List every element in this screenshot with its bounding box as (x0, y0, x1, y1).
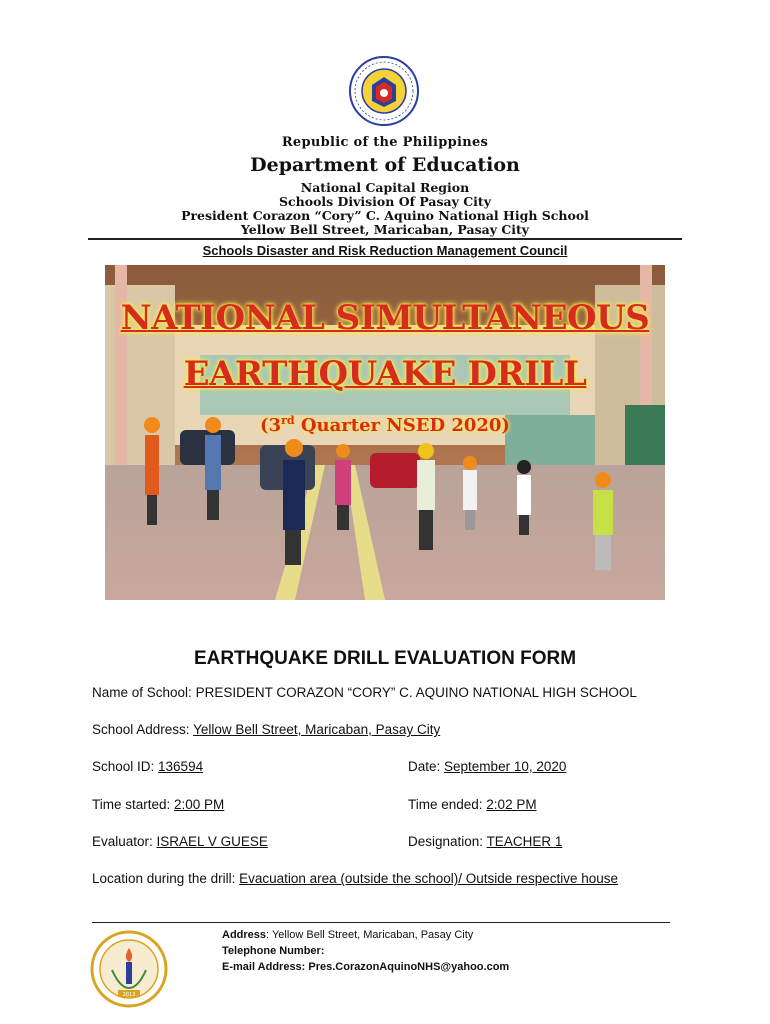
location-field (92, 871, 618, 886)
council-heading: Schools Disaster and Risk Reduction Management Council (202, 243, 568, 258)
subtitle-pre: (3 (260, 415, 282, 436)
subtitle-post: Quarter NSED 2020) (294, 415, 510, 436)
school-address-value: Yellow Bell Street, Maricaban, Pasay City (193, 722, 441, 737)
time-ended-value: 2:02 PM (486, 797, 537, 812)
deped-seal-logo (348, 55, 420, 127)
school-id-label: School ID: (92, 759, 159, 774)
time-ended-field (408, 797, 537, 812)
school-name-field (92, 685, 637, 700)
school-seal-logo (90, 930, 168, 1008)
date-field (408, 759, 566, 774)
region-line: National Capital Region (300, 180, 470, 195)
school-line: President Corazon “Cory” C. Aquino National High School (181, 208, 589, 223)
location-value: Evacuation area (outside the school)/ Outside respective house (239, 871, 619, 886)
footer-email (222, 961, 509, 973)
address-line: Yellow Bell Street, Maricaban, Pasay City (240, 222, 530, 237)
seal-year: 2013 (122, 992, 136, 998)
footer-telephone-label: Telephone Number: (222, 945, 325, 957)
banner-subtitle (105, 414, 665, 436)
date-label: Date: (408, 759, 445, 774)
designation-value: TEACHER 1 (486, 834, 563, 849)
time-ended-label: Time ended: (408, 797, 487, 812)
footer-address-label: Address (222, 929, 267, 941)
school-name-value: PRESIDENT CORAZON “CORY” C. AQUINO NATIONAL HIGH SCHOOL (195, 685, 637, 700)
school-id-value: 136594 (158, 759, 204, 774)
school-address-field (92, 722, 440, 737)
header-divider (88, 238, 682, 240)
location-label: Location during the drill: (92, 871, 240, 886)
footer-divider (92, 922, 670, 923)
division-line: Schools Division Of Pasay City (279, 194, 491, 209)
banner-title-line2: EARTHQUAKE DRILL (183, 354, 587, 394)
evaluator-value: ISRAEL V GUESE (156, 834, 268, 849)
time-started-value: 2:00 PM (174, 797, 225, 812)
footer-email-label: E-mail Address: Pres.CorazonAquinoNHS@yahoo.com (222, 961, 510, 973)
republic-heading: Republic of the Philippines (281, 135, 489, 150)
school-name-label: Name of School: (92, 685, 196, 700)
school-id-field (92, 759, 203, 774)
school-address-label: School Address: (92, 722, 194, 737)
subtitle-sup: rd (281, 414, 295, 427)
evaluator-field (92, 834, 268, 849)
footer-address (222, 929, 473, 941)
department-heading: Department of Education (250, 154, 520, 176)
footer-telephone (222, 945, 324, 957)
evaluator-label: Evaluator: (92, 834, 157, 849)
designation-label: Designation: (408, 834, 487, 849)
time-started-field (92, 797, 224, 812)
banner-title-line1: NATIONAL SIMULTANEOUS (120, 298, 650, 338)
time-started-label: Time started: (92, 797, 175, 812)
date-value: September 10, 2020 (444, 759, 567, 774)
designation-field (408, 834, 562, 849)
form-title: EARTHQUAKE DRILL EVALUATION FORM (193, 648, 577, 669)
footer-address-value: : Yellow Bell Street, Maricaban, Pasay City (266, 929, 474, 941)
